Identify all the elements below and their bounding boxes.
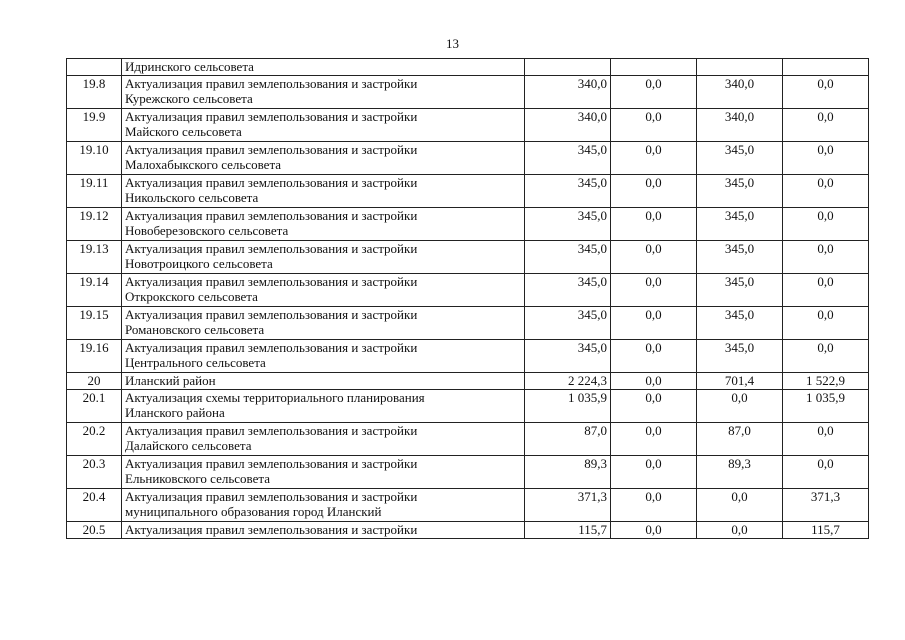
table-row [67,307,869,340]
value-cell-4: 0,0 [783,241,869,274]
description-line: Актуализация правил землепользования и застройки [125,522,418,537]
value-cell-1: 89,3 [525,456,611,489]
value-cell-1: 2 224,3 [525,373,611,390]
description-line: Никольского сельсовета [125,190,259,205]
description-line: Актуализация правил землепользования и застройки [125,208,418,223]
value-cell-3: 345,0 [697,175,783,208]
value-cell-3: 0,0 [697,390,783,423]
row-number: 20.3 [67,456,122,489]
value-cell-4 [783,59,869,76]
row-number: 20.2 [67,423,122,456]
value-cell-4: 1 035,9 [783,390,869,423]
description-line: Иланского района [125,405,225,420]
row-number: 19.14 [67,274,122,307]
row-number: 19.15 [67,307,122,340]
value-cell-3: 0,0 [697,489,783,522]
value-cell-3: 0,0 [697,522,783,539]
value-cell-4: 0,0 [783,142,869,175]
row-number: 19.10 [67,142,122,175]
table-row [67,423,869,456]
value-cell-3: 89,3 [697,456,783,489]
budget-table [66,58,869,539]
value-cell-4: 0,0 [783,340,869,373]
value-cell-2: 0,0 [611,76,697,109]
value-cell-2: 0,0 [611,208,697,241]
value-cell-1: 345,0 [525,142,611,175]
value-cell-4: 1 522,9 [783,373,869,390]
description-line: Актуализация правил землепользования и застройки [125,340,418,355]
description-line: Центрального сельсовета [125,355,266,370]
row-description [122,76,525,109]
description-line: Актуализация правил землепользования и застройки [125,175,418,190]
value-cell-3: 340,0 [697,76,783,109]
table-row [67,340,869,373]
value-cell-1 [525,59,611,76]
row-number: 19.12 [67,208,122,241]
value-cell-4: 371,3 [783,489,869,522]
value-cell-2: 0,0 [611,423,697,456]
value-cell-3 [697,59,783,76]
description-line: Идринского сельсовета [125,59,254,74]
row-description [122,208,525,241]
table-row [67,373,869,390]
description-line: Иланский район [125,373,216,388]
row-description [122,307,525,340]
value-cell-3: 345,0 [697,208,783,241]
description-line: Новоберезовского сельсовета [125,223,289,238]
description-line: Актуализация правил землепользования и застройки [125,241,418,256]
description-line: Открокского сельсовета [125,289,258,304]
description-line: Актуализация правил землепользования и застройки [125,456,418,471]
value-cell-3: 345,0 [697,307,783,340]
description-line: Актуализация правил землепользования и застройки [125,307,418,322]
value-cell-2: 0,0 [611,274,697,307]
value-cell-2 [611,59,697,76]
table-row [67,142,869,175]
value-cell-2: 0,0 [611,340,697,373]
value-cell-4: 0,0 [783,307,869,340]
value-cell-1: 340,0 [525,76,611,109]
row-description [122,109,525,142]
value-cell-1: 115,7 [525,522,611,539]
table-row [67,175,869,208]
value-cell-4: 0,0 [783,423,869,456]
table-row [67,208,869,241]
value-cell-1: 87,0 [525,423,611,456]
value-cell-2: 0,0 [611,142,697,175]
description-line: Актуализация правил землепользования и застройки [125,142,418,157]
row-number: 20 [67,373,122,390]
page-number: 13 [446,36,459,51]
row-number: 19.16 [67,340,122,373]
value-cell-3: 345,0 [697,241,783,274]
value-cell-1: 345,0 [525,241,611,274]
description-line: Майского сельсовета [125,124,242,139]
description-line: муниципального образования город Иланский [125,504,382,519]
value-cell-1: 371,3 [525,489,611,522]
row-description [122,274,525,307]
value-cell-4: 115,7 [783,522,869,539]
row-number: 20.5 [67,522,122,539]
table-row [67,522,869,539]
table-row [67,76,869,109]
value-cell-4: 0,0 [783,109,869,142]
value-cell-1: 345,0 [525,307,611,340]
row-number: 19.8 [67,76,122,109]
description-line: Актуализация правил землепользования и застройки [125,76,418,91]
value-cell-3: 345,0 [697,340,783,373]
table-row [67,489,869,522]
value-cell-2: 0,0 [611,307,697,340]
description-line: Ельниковского сельсовета [125,471,270,486]
value-cell-2: 0,0 [611,373,697,390]
value-cell-2: 0,0 [611,175,697,208]
table-row [67,109,869,142]
description-line: Малохабыкского сельсовета [125,157,282,172]
value-cell-4: 0,0 [783,456,869,489]
description-line: Актуализация схемы территориального планирования [125,390,425,405]
description-line: Далайского сельсовета [125,438,252,453]
row-description [122,142,525,175]
row-number: 20.1 [67,390,122,423]
value-cell-4: 0,0 [783,274,869,307]
row-description [122,456,525,489]
value-cell-4: 0,0 [783,208,869,241]
description-line: Актуализация правил землепользования и застройки [125,109,418,124]
row-number: 19.11 [67,175,122,208]
row-description [122,175,525,208]
value-cell-2: 0,0 [611,390,697,423]
row-description [122,423,525,456]
value-cell-3: 345,0 [697,142,783,175]
value-cell-3: 701,4 [697,373,783,390]
row-description [122,340,525,373]
description-line: Новотроицкого сельсовета [125,256,273,271]
value-cell-2: 0,0 [611,109,697,142]
row-description [122,390,525,423]
value-cell-2: 0,0 [611,489,697,522]
row-number: 19.13 [67,241,122,274]
table-row [67,456,869,489]
value-cell-4: 0,0 [783,175,869,208]
value-cell-1: 345,0 [525,208,611,241]
value-cell-2: 0,0 [611,456,697,489]
table-row [67,59,869,76]
description-line: Романовского сельсовета [125,322,265,337]
value-cell-3: 340,0 [697,109,783,142]
description-line: Актуализация правил землепользования и застройки [125,274,418,289]
table-row [67,241,869,274]
table-row [67,274,869,307]
value-cell-3: 87,0 [697,423,783,456]
description-line: Курежского сельсовета [125,91,253,106]
row-description [122,59,525,76]
description-line: Актуализация правил землепользования и застройки [125,423,418,438]
value-cell-2: 0,0 [611,241,697,274]
row-description [122,522,525,539]
table-body [67,59,869,539]
row-number: 20.4 [67,489,122,522]
value-cell-3: 345,0 [697,274,783,307]
row-number [67,59,122,76]
description-line: Актуализация правил землепользования и застройки [125,489,418,504]
value-cell-2: 0,0 [611,522,697,539]
row-description [122,241,525,274]
value-cell-1: 345,0 [525,274,611,307]
value-cell-4: 0,0 [783,76,869,109]
value-cell-1: 340,0 [525,109,611,142]
value-cell-1: 345,0 [525,175,611,208]
table-row [67,390,869,423]
row-number: 19.9 [67,109,122,142]
row-description [122,489,525,522]
value-cell-1: 345,0 [525,340,611,373]
row-description [122,373,525,390]
value-cell-1: 1 035,9 [525,390,611,423]
